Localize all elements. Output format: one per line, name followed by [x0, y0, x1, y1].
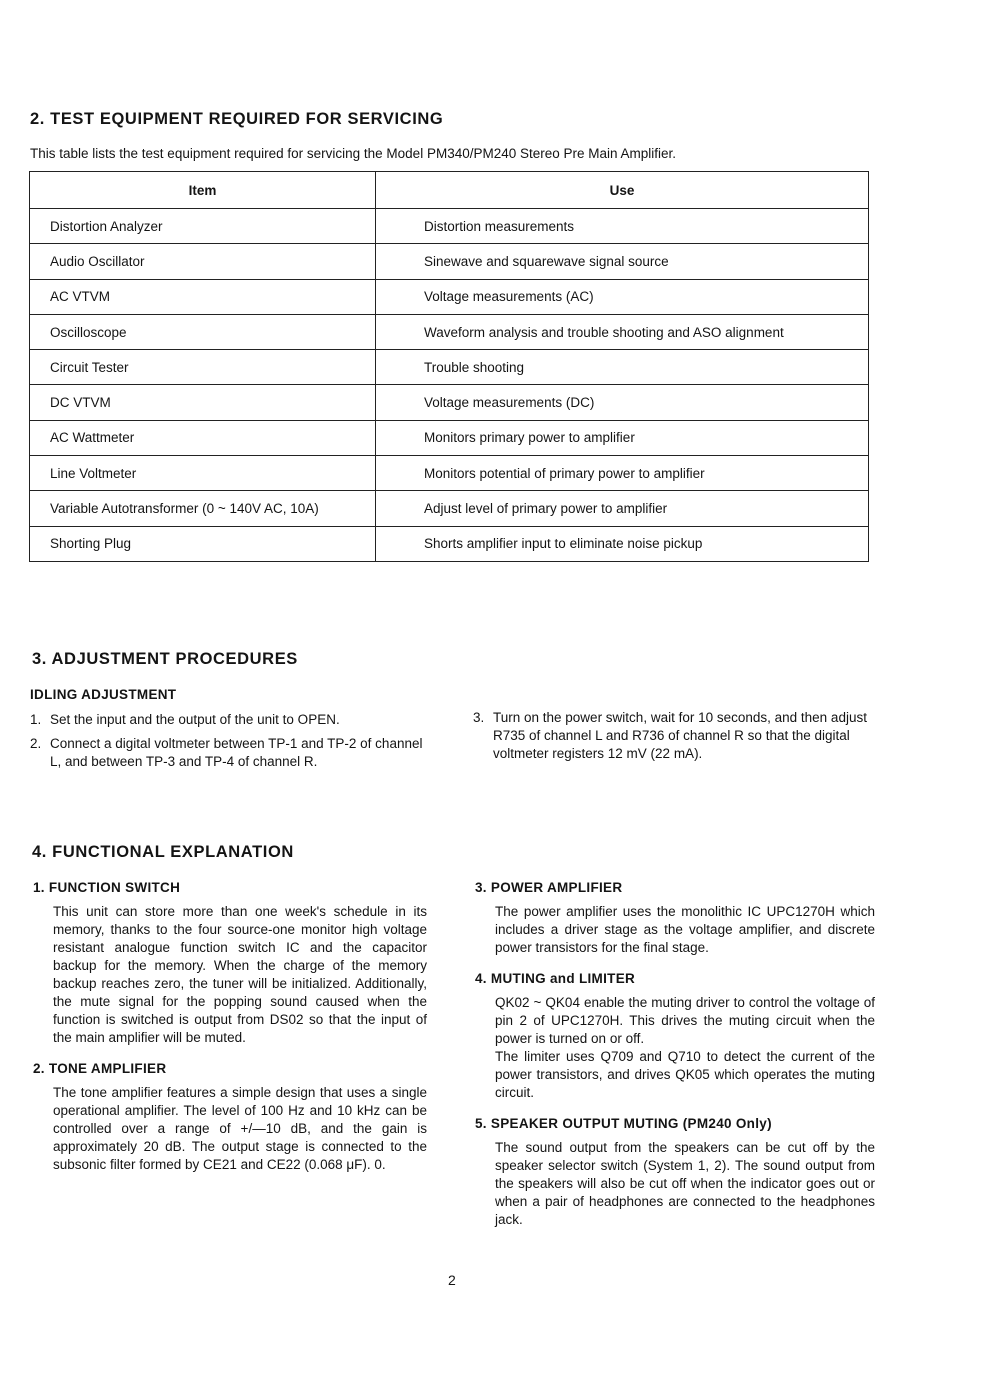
step-number: 1. — [30, 712, 42, 727]
speaker-output-muting-heading: 5. SPEAKER OUTPUT MUTING (PM240 Only) — [475, 1116, 772, 1131]
use-cell: Voltage measurements (AC) — [376, 279, 869, 314]
use-cell: Monitors primary power to amplifier — [376, 420, 869, 455]
use-cell: Waveform analysis and trouble shooting and ASO alignment — [376, 314, 869, 349]
table-row — [30, 209, 869, 244]
list-item — [30, 735, 428, 771]
item-cell: AC VTVM — [30, 279, 376, 314]
idling-adjustment-heading: IDLING ADJUSTMENT — [30, 687, 177, 702]
muting-limiter-heading: 4. MUTING and LIMITER — [475, 971, 636, 986]
equipment-table — [29, 171, 869, 562]
table-row — [30, 491, 869, 526]
list-item — [473, 709, 873, 763]
item-cell: Variable Autotransformer (0 ~ 140V AC, 10A) — [30, 491, 376, 526]
table-row — [30, 244, 869, 279]
speaker-output-muting-text: The sound output from the speakers can be cut off by the speaker selector switch (System 1, 2). The sound output from the speakers will also be cut off when the indicator goes out or when a pair of headphones are connected to the headphones jack. — [495, 1140, 875, 1227]
section-2-intro: This table lists the test equipment required for servicing the Model PM340/PM240 Stereo Pre Main Amplifier. — [30, 146, 677, 161]
item-cell: AC Wattmeter — [30, 420, 376, 455]
table-row — [30, 526, 869, 561]
item-cell: Distortion Analyzer — [30, 209, 376, 244]
table-row — [30, 350, 869, 385]
use-cell: Sinewave and squarewave signal source — [376, 244, 869, 279]
use-cell: Shorts amplifier input to eliminate noise pickup — [376, 526, 869, 561]
section-3-title: 3. ADJUSTMENT PROCEDURES — [32, 650, 298, 668]
functional-column-left — [33, 880, 427, 1188]
item-cell: Circuit Tester — [30, 350, 376, 385]
column-header-use: Use — [376, 172, 869, 209]
column-header-item: Item — [30, 172, 376, 209]
use-cell: Voltage measurements (DC) — [376, 385, 869, 420]
muting-limiter-text-1: QK02 ~ QK04 enable the muting driver to control the voltage of pin 2 of UPC1270H. This drives the muting circuit when the power is turned on or off. — [495, 995, 875, 1046]
item-cell: Oscilloscope — [30, 314, 376, 349]
list-item — [30, 711, 428, 729]
adjustment-steps-right — [473, 709, 873, 769]
item-cell: DC VTVM — [30, 385, 376, 420]
item-cell: Shorting Plug — [30, 526, 376, 561]
tone-amplifier-text: The tone amplifier features a simple design that uses a single operational amplifier. The level of 100 Hz and 10 kHz can be controlled over a range of +/—10 dB, and the gain is approximately 20 dB. The output stage is connected to the subsonic filter formed by CE21 and CE22 (0.068 μF). 0. — [53, 1085, 427, 1172]
table-row — [30, 314, 869, 349]
use-cell: Adjust level of primary power to amplifier — [376, 491, 869, 526]
power-amplifier-heading: 3. POWER AMPLIFIER — [475, 880, 623, 895]
step-text: Connect a digital voltmeter between TP-1 and TP-2 of channel L, and between TP-3 and TP-4 of channel R. — [50, 736, 423, 769]
table-row — [30, 279, 869, 314]
item-cell: Line Voltmeter — [30, 456, 376, 491]
section-4-title: 4. FUNCTIONAL EXPLANATION — [32, 843, 294, 861]
use-cell: Monitors potential of primary power to amplifier — [376, 456, 869, 491]
step-number: 2. — [30, 736, 42, 751]
item-cell: Audio Oscillator — [30, 244, 376, 279]
table-row — [30, 385, 869, 420]
step-number: 3. — [473, 710, 485, 725]
table-header-row — [30, 172, 869, 209]
table-row — [30, 420, 869, 455]
use-cell: Distortion measurements — [376, 209, 869, 244]
power-amplifier-text: The power amplifier uses the monolithic IC UPC1270H which includes a driver stage as the voltage amplifier, and discrete power transistors for the final stage. — [495, 904, 875, 955]
table-row — [30, 456, 869, 491]
page-number: 2 — [448, 1272, 456, 1288]
step-text: Turn on the power switch, wait for 10 seconds, and then adjust R735 of channel L and R736 of channel R so that the digital voltmeter registers 12 mV (22 mA). — [493, 710, 867, 761]
tone-amplifier-heading: 2. TONE AMPLIFIER — [33, 1061, 167, 1076]
function-switch-heading: 1. FUNCTION SWITCH — [33, 880, 181, 895]
functional-column-right — [475, 880, 875, 1243]
adjustment-steps-left — [30, 711, 428, 777]
function-switch-text: This unit can store more than one week's schedule in its memory, thanks to the four source-one monitor high voltage resistant analogue function switch IC and the capacitor backup for the memory. When the charge of the memory backup reaches zero, the tuner will be initialized. Additionally, the mute signal for the popping sound caused when the function is switched is output from DS02 so that the input of the main amplifier will be muted. — [53, 904, 427, 1045]
use-cell: Trouble shooting — [376, 350, 869, 385]
step-text: Set the input and the output of the unit to OPEN. — [50, 712, 340, 727]
section-2-title: 2. TEST EQUIPMENT REQUIRED FOR SERVICING — [30, 110, 444, 128]
muting-limiter-text-2: The limiter uses Q709 and Q710 to detect the current of the power transistors, and drives QK05 which operates the muting circuit. — [495, 1049, 875, 1100]
